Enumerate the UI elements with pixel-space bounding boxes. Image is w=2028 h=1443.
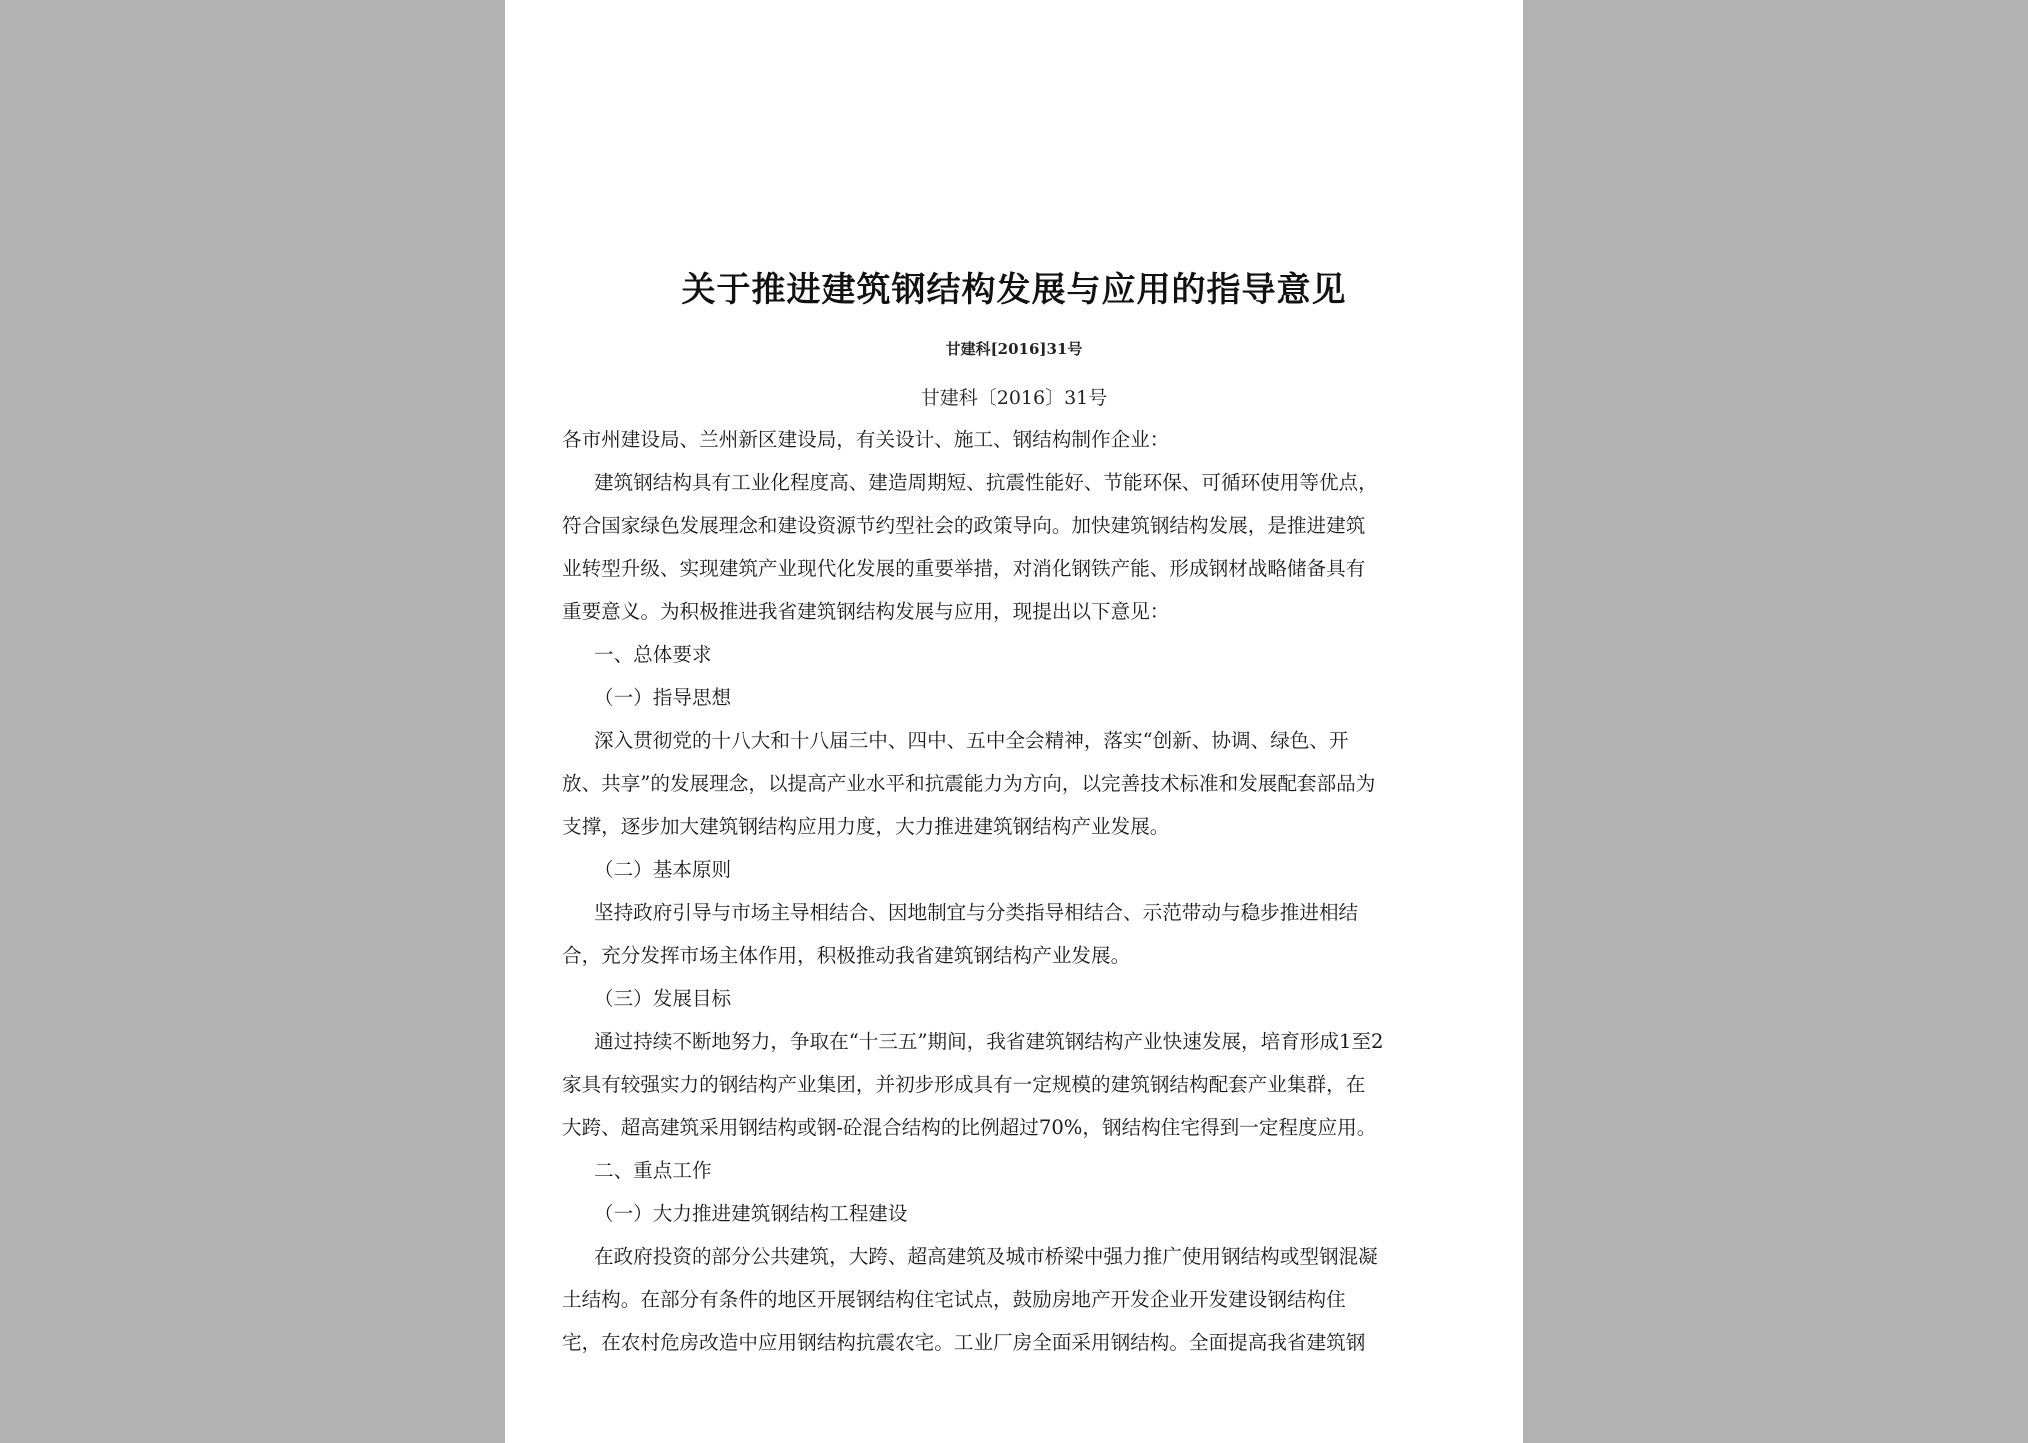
subsection-heading: （二）基本原则 [594, 858, 732, 881]
paragraph-line: 放、共享”的发展理念，以提高产业水平和抗震能力为方向，以完善技术标准和发展配套部品为 [562, 772, 1376, 795]
paragraph-line: 土结构。在部分有条件的地区开展钢结构住宅试点，鼓励房地产开发企业开发建设钢结构住 [562, 1288, 1346, 1311]
paragraph-line: 建筑钢结构具有工业化程度高、建造周期短、抗震性能好、节能环保、可循环使用等优点， [594, 471, 1378, 494]
paragraph-line: 业转型升级、实现建筑产业现代化发展的重要举措，对消化钢铁产能、形成钢材战略储备具有 [562, 557, 1366, 580]
subsection-heading: （三）发展目标 [594, 987, 732, 1010]
document-page [505, 0, 1523, 1443]
doc-number: 甘建科〔2016〕31号 [920, 387, 1108, 409]
paragraph-line: 重要意义。为积极推进我省建筑钢结构发展与应用，现提出以下意见： [562, 600, 1170, 623]
paragraph-line: 符合国家绿色发展理念和建设资源节约型社会的政策导向。加快建筑钢结构发展，是推进建筑 [562, 514, 1366, 537]
paragraph-line: 在政府投资的部分公共建筑，大跨、超高建筑及城市桥梁中强力推广使用钢结构或型钢混凝 [594, 1245, 1378, 1268]
paragraph-line: 合，充分发挥市场主体作用，积极推动我省建筑钢结构产业发展。 [562, 944, 1131, 967]
paragraph-line: 深入贯彻党的十八大和十八届三中、四中、五中全会精神，落实“创新、协调、绿色、开 [594, 729, 1349, 752]
page-title: 关于推进建筑钢结构发展与应用的指导意见 [681, 270, 1347, 310]
salutation: 各市州建设局、兰州新区建设局，有关设计、施工、钢结构制作企业： [562, 428, 1170, 451]
paragraph-line: 宅，在农村危房改造中应用钢结构抗震农宅。工业厂房全面采用钢结构。全面提高我省建筑钢 [562, 1331, 1366, 1354]
section-heading: 二、重点工作 [594, 1159, 712, 1182]
paragraph-line: 通过持续不断地努力，争取在“十三五”期间，我省建筑钢结构产业快速发展，培育形成1至2 [594, 1030, 1384, 1053]
subsection-heading: （一）指导思想 [594, 686, 732, 709]
paragraph-line: 坚持政府引导与市场主导相结合、因地制宜与分类指导相结合、示范带动与稳步推进相结 [594, 901, 1359, 924]
paragraph-line: 支撑，逐步加大建筑钢结构应用力度，大力推进建筑钢结构产业发展。 [562, 815, 1170, 838]
section-heading: 一、总体要求 [594, 643, 712, 666]
paragraph-line: 大跨、超高建筑采用钢结构或钢-砼混合结构的比例超过70%，钢结构住宅得到一定程度应用。 [562, 1116, 1377, 1139]
paragraph-line: 家具有较强实力的钢结构产业集团，并初步形成具有一定规模的建筑钢结构配套产业集群，在 [562, 1073, 1366, 1096]
doc-number-header: 甘建科[2016]31号 [945, 340, 1083, 358]
subsection-heading: （一）大力推进建筑钢结构工程建设 [594, 1202, 908, 1225]
